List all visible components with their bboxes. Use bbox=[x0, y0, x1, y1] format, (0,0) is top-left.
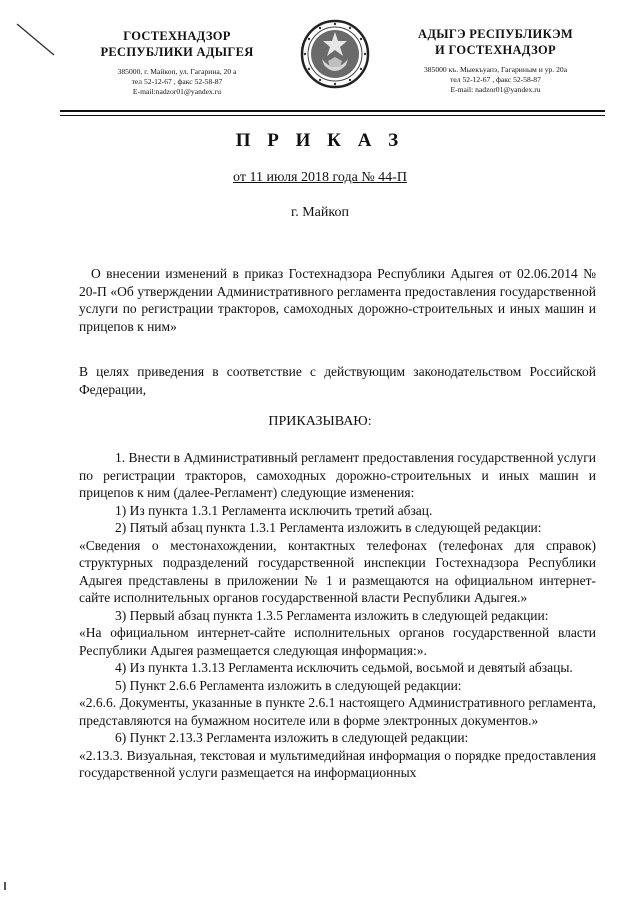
document-body bbox=[79, 449, 596, 782]
preamble-text: В целях приведения в соответствие с действующим законодательством Российской Федерации, bbox=[79, 364, 596, 397]
address-left-line2: тел 52-12-67 , факс 52-58-87 bbox=[131, 77, 223, 86]
paragraph-1-4: 4) Из пункта 1.3.13 Регламента исключить седьмой, восьмой и девятый абзацы. bbox=[115, 660, 573, 675]
address-left-line1: 385000, г. Майкоп, ул. Гагарина, 20 а bbox=[117, 67, 237, 76]
org-name-left-line2: РЕСПУБЛИКИ АДЫГЕЯ bbox=[100, 45, 254, 59]
header-right-block bbox=[388, 26, 603, 95]
header-left-block bbox=[82, 28, 272, 97]
address-right-line3: E-mail: nadzor01@yandex.ru bbox=[450, 85, 541, 94]
document-subject bbox=[79, 265, 596, 335]
quote-1-2: «Сведения о местонахождении, контактных телефонах (телефонах для справок) структурных подразделений государственной инспекции Гостехнадзора Республики Адыгея представлены в приложении № 1 и размещаются на официальном интернет-сайте исполнительных органов государственной власти Республики Адыгея.» bbox=[79, 537, 596, 605]
paragraph-1-6: 6) Пункт 2.13.3 Регламента изложить в следующей редакции: bbox=[115, 730, 469, 745]
subject-text: О внесении изменений в приказ Гостехнадзора Республики Адыгея от 02.06.2014 № 20-П «Об утверждении Административного регламента предоставления государственной услуги по регистрации тракторов, самоходных дорожно-строительных и иных машин и прицепов к ним» bbox=[79, 266, 596, 334]
paragraph-1-2: 2) Пятый абзац пункта 1.3.1 Регламента изложить в следующей редакции: bbox=[115, 520, 542, 535]
paragraph-1-1: 1) Из пункта 1.3.1 Регламента исключить третий абзац. bbox=[115, 502, 433, 518]
org-name-right-line1: АДЫГЭ РЕСПУБЛИКЭМ bbox=[418, 27, 573, 41]
quote-1-5: «2.6.6. Документы, указанные в пункте 2.6.1 настоящего Административного регламента, представляются на бумажном носителе или в форме электронных документов.» bbox=[79, 695, 596, 728]
header-divider-thin bbox=[60, 115, 605, 116]
org-name-left-line1: ГОСТЕХНАДЗОР bbox=[123, 29, 231, 43]
scan-artifact-stroke bbox=[14, 22, 74, 58]
document-preamble bbox=[79, 363, 596, 398]
quote-1-6: «2.13.3. Визуальная, текстовая и мультимедийная информация о порядке предоставления государственной услуги размещается на информационных bbox=[79, 747, 596, 780]
order-word: ПРИКАЗЫВАЮ: bbox=[268, 414, 372, 429]
scan-edge-mark bbox=[4, 882, 6, 890]
document-date: от 11 июля 2018 года № 44-П bbox=[233, 170, 407, 185]
paragraph-1: 1. Внести в Административный регламент предоставления государственной услуги по регистрации тракторов, самоходных дорожно-строительных и иных машин и прицепов к ним (далее-Регламент) следующие изменения: bbox=[79, 450, 596, 500]
paragraph-1-3: 3) Первый абзац пункта 1.3.5 Регламента изложить в следующей редакции: bbox=[115, 607, 549, 623]
address-right-line1: 385000 къ. Мыекъуапэ, Гагариным и ур. 20а bbox=[423, 65, 568, 74]
document-title: П Р И К А З bbox=[235, 130, 405, 151]
address-right-line2: тел 52-12-67 , факс 52-58-87 bbox=[450, 75, 541, 84]
quote-1-3: «На официальном интернет-сайте исполнительных органов государственной власти Республики Адыгея размещается следующая информация:». bbox=[79, 625, 596, 658]
coat-of-arms-emblem bbox=[300, 19, 370, 89]
org-name-right-line2: И ГОСТЕХНАДЗОР bbox=[435, 43, 556, 57]
header-divider-thick bbox=[60, 110, 605, 112]
address-left-line3: E-mail:nadzor01@yandex.ru bbox=[132, 87, 222, 96]
document-city: г. Майкоп bbox=[291, 205, 349, 220]
paragraph-1-5: 5) Пункт 2.6.6 Регламента изложить в следующей редакции: bbox=[115, 677, 462, 693]
